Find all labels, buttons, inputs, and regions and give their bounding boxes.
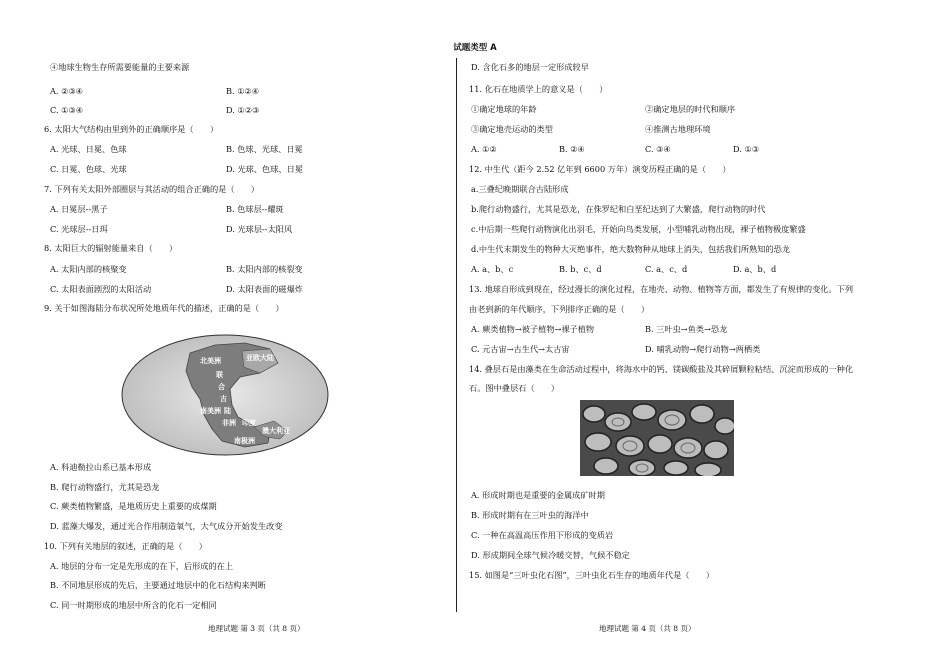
q8-stem: 8. 太阳巨大的辐射能量来自（ ） — [44, 243, 178, 253]
q8-option-c: C. 太阳表面剧烈的太阳活动 — [50, 284, 152, 294]
q13-option-d: D. 哺乳动物→爬行动物→两栖类 — [645, 344, 761, 354]
map-label-africa: 非洲 — [222, 419, 236, 427]
q9-option-a: A. 科迪勒拉山系已基本形成 — [50, 462, 152, 472]
map-label-pangaea-3: 古 — [220, 395, 227, 403]
q10-option-c: C. 同一时期形成的地层中所含的化石一定相同 — [50, 600, 217, 610]
q12-stem: 12. 中生代（距今 2.52 亿年到 6600 万年）演变历程正确的是（ ） — [469, 164, 731, 174]
q13-option-c: C. 元古宙→古生代→太古宙 — [471, 344, 570, 354]
q14-stem-line2: 石。图中叠层石（ ） — [469, 383, 560, 393]
q5-option-d: D. ①②③ — [226, 105, 260, 115]
pangaea-map — [120, 333, 330, 458]
q13-stem-line1: 13. 地球自形成到现在，经过漫长的演化过程，在地壳、动物、植物等方面，都发生了有规律的变化。下列 — [469, 284, 854, 294]
q13-option-b: B. 三叶虫→鱼类→恐龙 — [645, 324, 728, 334]
q5-stem: ④地球生物生存所需要能量的主要来源 — [50, 62, 190, 72]
map-label-north-america: 北美洲 — [200, 357, 221, 365]
q13-stem-line2: 由老到新的年代顺序，下列排序正确的是（ ） — [469, 304, 650, 314]
q6-stem: 6. 太阳大气结构由里到外的正确顺序是（ ） — [44, 124, 219, 134]
map-label-pangaea-1: 联 — [216, 371, 223, 379]
q9-option-c: C. 蕨类植物繁盛，是地质历史上重要的成煤期 — [50, 501, 217, 511]
q14-option-c: C. 一种在高温高压作用下形成的变质岩 — [471, 530, 614, 540]
q10-option-d: D. 含化石多的地层一定形成较早 — [471, 62, 589, 72]
q8-option-b: B. 太阳内部的核裂变 — [226, 264, 303, 274]
q11-item-1: ①确定地球的年龄 — [471, 104, 537, 114]
q11-option-b: B. ②④ — [559, 144, 585, 154]
map-label-pangaea-4: 陆 — [224, 407, 231, 415]
q15-stem: 15. 如图是“三叶虫化石图”，三叶虫化石生存的地质年代是（ ） — [469, 570, 715, 580]
q11-item-4: ④推测古地理环境 — [645, 124, 711, 134]
map-label-australia: 澳大利亚 — [262, 427, 290, 435]
q13-option-a: A. 蕨类植物→被子植物→裸子植物 — [471, 324, 595, 334]
q12-option-d: D. a、b、d — [733, 264, 777, 274]
q6-option-b: B. 色球、光球、日冕 — [226, 144, 303, 154]
stromatolite-photo — [580, 400, 734, 476]
q14-option-a: A. 形成时期也是重要的金属成矿时期 — [471, 490, 605, 500]
q12-item-a: a.三叠纪晚期联合古陆形成 — [471, 184, 569, 194]
map-label-south-america: 南美洲 — [200, 407, 221, 415]
q11-option-d: D. ①③ — [733, 144, 760, 154]
q11-item-2: ②确定地层的时代和顺序 — [645, 104, 736, 114]
q6-option-c: C. 日冕、色球、光球 — [50, 164, 127, 174]
q12-option-b: B. b、c、d — [559, 264, 602, 274]
page-footer-right: 地理试题 第 4 页（共 8 页） — [599, 624, 696, 633]
q10-option-b: B. 不同地层形成的先后，主要通过地层中的化石结构来判断 — [50, 580, 266, 590]
q12-option-c: C. a、c、d — [645, 264, 688, 274]
q10-stem: 10. 下列有关地层的叙述，正确的是（ ） — [44, 541, 207, 551]
q14-option-b: B. 形成时期有在三叶虫的海洋中 — [471, 510, 589, 520]
q12-item-b: b.爬行动物盛行，尤其是恐龙，在侏罗纪和白垩纪达到了大繁盛，爬行动物的时代 — [471, 204, 766, 214]
q14-option-d: D. 形成期间全球气候冷暖交替，气候不稳定 — [471, 550, 630, 560]
q12-item-d: d.中生代末期发生的物种大灭绝事件，绝大数物种从地球上消失，包括我们所熟知的恐龙 — [471, 244, 790, 254]
q11-option-c: C. ③④ — [645, 144, 671, 154]
q9-stem: 9. 关于如图海陆分布状况所处地质年代的描述，正确的是（ ） — [44, 303, 284, 313]
q7-option-c: C. 光球层--日珥 — [50, 224, 108, 234]
map-label-india: 印度 — [242, 419, 256, 427]
q14-stem-line1: 14. 叠层石是由藻类在生命活动过程中，将海水中的钙、镁碳酸盐及其碎屑颗粒粘结、沉淀而形成的一种化 — [469, 364, 854, 374]
q11-option-a: A. ①② — [471, 144, 497, 154]
q7-option-a: A. 日冕层--黑子 — [50, 204, 108, 214]
q7-option-b: B. 色球层--耀斑 — [226, 204, 284, 214]
q8-option-d: D. 太阳表面的磁爆炸 — [226, 284, 303, 294]
q9-option-b: B. 爬行动物盛行，尤其是恐龙 — [50, 482, 160, 492]
q5-option-a: A. ②③④ — [50, 86, 84, 96]
map-label-antarctica: 南极洲 — [234, 437, 255, 445]
q6-option-a: A. 光球、日冕、色球 — [50, 144, 127, 154]
exam-type-header: 试题类型 A — [453, 43, 497, 53]
page-footer-left: 地理试题 第 3 页（共 8 页） — [208, 624, 305, 633]
q12-item-c: c.中后期一些爬行动物演化出羽毛，开始向鸟类发展，小型哺乳动物出现，裸子植物极度繁盛 — [471, 224, 806, 234]
map-label-eurasia: 亚欧大陆 — [246, 354, 274, 362]
map-label-pangaea-2: 合 — [218, 383, 225, 391]
q7-option-d: D. 光球层--太阳风 — [226, 224, 293, 234]
q8-option-a: A. 太阳内部的核聚变 — [50, 264, 127, 274]
column-divider — [456, 58, 457, 612]
q12-option-a: A. a、b、c — [471, 264, 514, 274]
q6-option-d: D. 光球、色球、日冕 — [226, 164, 303, 174]
q11-stem: 11. 化石在地质学上的意义是（ ） — [469, 84, 608, 94]
q5-option-c: C. ①③④ — [50, 105, 84, 115]
q10-option-a: A. 地层的分布一定是先形成的在下，后形成的在上 — [50, 561, 234, 571]
q11-item-3: ③确定地壳运动的类型 — [471, 124, 553, 134]
q5-option-b: B. ①②④ — [226, 86, 260, 96]
q7-stem: 7. 下列有关太阳外部圈层与其活动的组合正确的是（ ） — [44, 184, 260, 194]
q9-option-d: D. 蓝藻大爆发，通过光合作用制造氧气，大气成分开始发生改变 — [50, 521, 283, 531]
